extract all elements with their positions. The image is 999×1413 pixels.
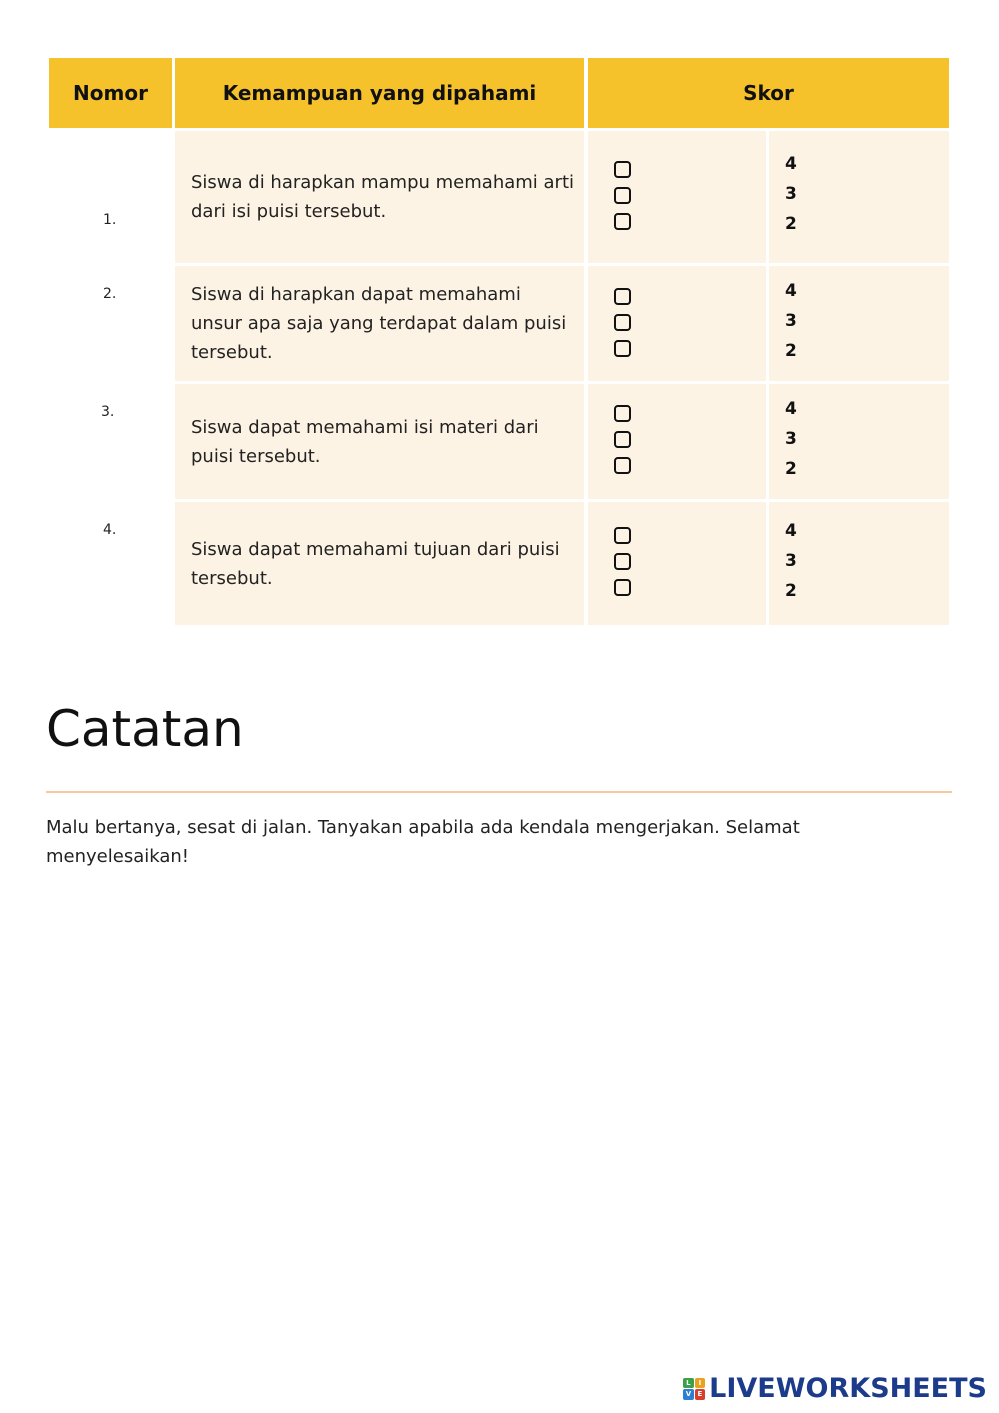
score-checkbox-2[interactable]: [614, 457, 631, 474]
score-value: 3: [785, 311, 797, 331]
logo-letter: E: [695, 1389, 706, 1400]
header-ability: Kemampuan yang dipahami: [175, 58, 584, 128]
logo-letter: L: [683, 1378, 694, 1389]
score-value: 2: [785, 341, 797, 361]
score-value: 4: [785, 521, 797, 541]
score-checkbox-3[interactable]: [614, 553, 631, 570]
header-score: Skor: [588, 58, 949, 128]
brand-text: LIVEWORKSHEETS: [709, 1373, 987, 1404]
score-value: 4: [785, 281, 797, 301]
liveworksheets-logo-icon: [683, 1378, 705, 1400]
row-number: 4.: [103, 522, 117, 538]
score-checkbox-3[interactable]: [614, 431, 631, 448]
score-value: 3: [785, 551, 797, 571]
score-value: 2: [785, 459, 797, 479]
logo-letter: V: [683, 1389, 694, 1400]
row-description: Siswa di harapkan mampu memahami arti dari isi puisi tersebut.: [175, 131, 584, 263]
score-value: 2: [785, 214, 797, 234]
score-checkbox-2[interactable]: [614, 579, 631, 596]
score-cell: [769, 266, 949, 381]
row-number: 3.: [101, 404, 115, 420]
row-description: Siswa dapat memahami isi materi dari puisi tersebut.: [175, 384, 584, 499]
score-value: 4: [785, 399, 797, 419]
score-checkbox-4[interactable]: [614, 161, 631, 178]
header-number: Nomor: [49, 58, 172, 128]
notes-body: Malu bertanya, sesat di jalan. Tanyakan apabila ada kendala mengerjakan. Selamat menyelesaikan!: [46, 817, 800, 867]
score-checkbox-3[interactable]: [614, 187, 631, 204]
liveworksheets-brand[interactable]: [683, 1373, 987, 1404]
notes-title: Catatan: [46, 700, 244, 758]
score-value: 3: [785, 429, 797, 449]
score-cell: [769, 131, 949, 263]
row-number: 2.: [103, 286, 117, 302]
score-checkbox-3[interactable]: [614, 314, 631, 331]
row-number: 1.: [103, 212, 117, 228]
score-checkbox-4[interactable]: [614, 527, 631, 544]
score-cell: [769, 384, 949, 499]
score-checkbox-4[interactable]: [614, 288, 631, 305]
row-description: Siswa di harapkan dapat memahami unsur apa saja yang terdapat dalam puisi tersebut.: [175, 266, 584, 381]
score-value: 4: [785, 154, 797, 174]
score-cell: [769, 502, 949, 625]
score-value: 3: [785, 184, 797, 204]
row-description: Siswa dapat memahami tujuan dari puisi tersebut.: [175, 502, 584, 625]
score-checkbox-2[interactable]: [614, 213, 631, 230]
score-value: 2: [785, 581, 797, 601]
score-checkbox-4[interactable]: [614, 405, 631, 422]
notes-divider: [46, 791, 952, 793]
logo-letter: I: [695, 1378, 706, 1389]
score-checkbox-2[interactable]: [614, 340, 631, 357]
